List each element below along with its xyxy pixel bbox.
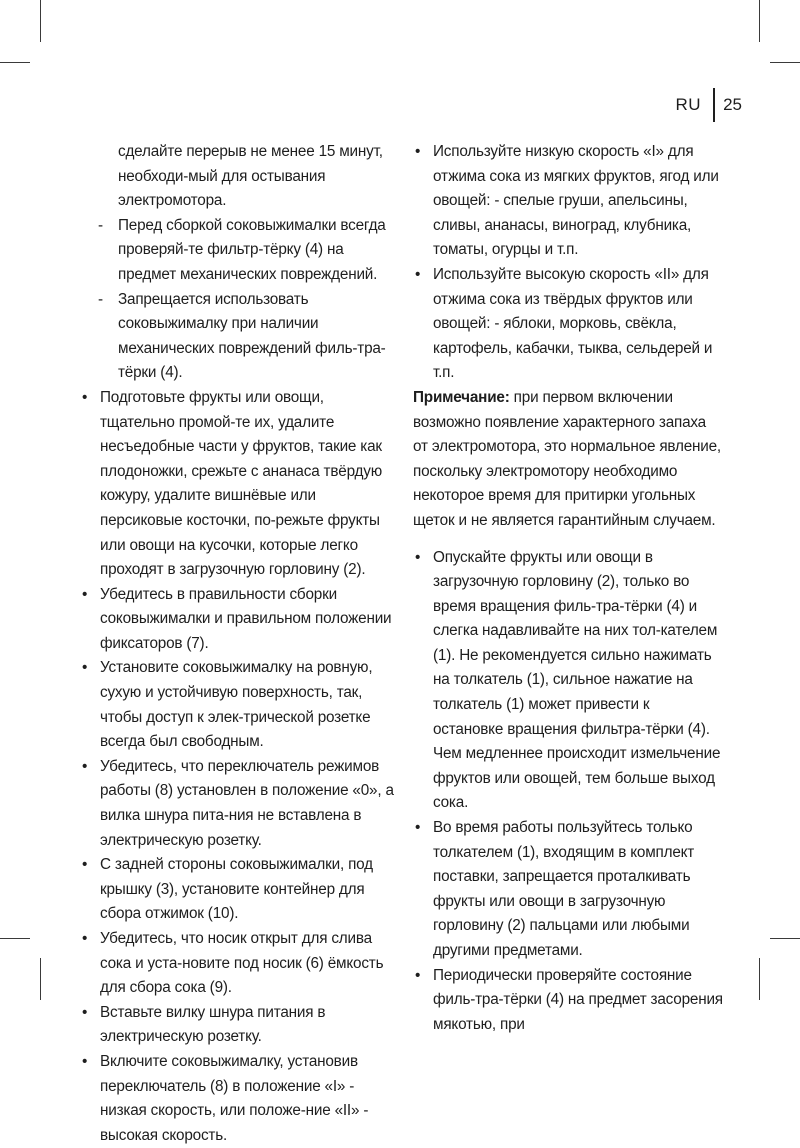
crop-mark (0, 938, 30, 939)
dash-marker: - (98, 216, 103, 234)
crop-mark (770, 938, 800, 939)
bullet-marker: • (82, 856, 88, 874)
list-item: • Используйте высокую скорость «II» для отжима сока из твёрдых фруктов или овощей: - яблоки, морковь, свёкла, картофель, кабачки, тыква, сельдерей и т.п. (413, 263, 723, 386)
note-label: Примечание: (413, 388, 510, 406)
list-item: - Перед сборкой соковыжималки всегда проверяй-те фильтр-тёрку (4) на предмет механических повреждений. (80, 214, 402, 288)
bullet-marker: • (82, 1003, 88, 1021)
note-paragraph (413, 386, 723, 534)
dash-marker: - (98, 290, 103, 308)
page-header (676, 88, 742, 122)
language-code: RU (675, 95, 702, 114)
list-item: • Подготовьте фрукты или овощи, тщательно промой-те их, удалите несъедобные части у фруктов, такие как плодоножки, срежьте с ананаса твёрдую кожуру, удалите вишнёвые или персиковые косточки, по-режьте фрукты или овощи на кусочки, которые легко проходят в загрузочную горловину (2). (80, 386, 402, 583)
list-item: • Опускайте фрукты или овощи в загрузочную горловину (2), только во время вращения филь-тра-тёрки (4) и слегка надавливайте на них тол-кателем (1). Не рекомендуется сильно нажимать на толкатель (1), сильное нажатие на толкатель (1) может привести к остановке вращения фильтра-тёрки (4). Чем медленнее происходит измельчение фруктов или овощей, тем больше выход сока. (413, 546, 723, 817)
crop-mark (40, 0, 41, 42)
crop-mark (40, 958, 41, 1000)
list-item: • С задней стороны соковыжималки, под крышку (3), установите контейнер для сбора отжимок (10). (80, 853, 402, 927)
bullet-marker: • (82, 585, 88, 603)
list-item: сделайте перерыв не менее 15 минут, необходи-мый для остывания электромотора. (118, 143, 383, 210)
right-column (413, 140, 723, 1037)
bullet-marker: • (82, 388, 88, 406)
bullet-marker: • (82, 1052, 88, 1070)
bullet-marker: • (415, 143, 421, 160)
page-number: 25 (723, 95, 742, 114)
bullet-marker: • (415, 966, 421, 984)
crop-mark (759, 0, 760, 42)
list-item: • Используйте низкую скорость «I» для отжима сока из мягких фруктов, ягод или овощей: - спелые груши, апельсины, сливы, ананасы, виноград, клубника, томаты, огурцы и т.п. (413, 140, 723, 263)
crop-mark (759, 958, 760, 1000)
left-column (80, 140, 402, 1148)
crop-mark (0, 62, 30, 63)
list-item: • Вставьте вилку шнура питания в электрическую розетку. (80, 1001, 402, 1050)
bullet-marker: • (415, 819, 421, 837)
header-divider (713, 88, 715, 122)
list-item: • Включите соковыжималку, установив переключатель (8) в положение «I» - низкая скорость, или положе-ние «II» - высокая скорость. (80, 1050, 402, 1148)
bullet-marker: • (82, 659, 88, 677)
note-text: при первом включении возможно появление характерного запаха от электромотора, это нормальное явление, поскольку электромотору необходимо некоторое время для притирки угольных щеток и не является гарантийным случаем. (413, 388, 721, 529)
list-item: • Во время работы пользуйтесь только толкателем (1), входящим в комплект поставки, запрещается проталкивать фрукты или овощи в загрузочную горловину (2) пальцами или любыми другими предметами. (413, 816, 723, 964)
bullet-marker: • (415, 265, 421, 283)
list-item: • Убедитесь, что переключатель режимов работы (8) установлен в положение «0», а вилка шнура пита-ния не вставлена в электрическую розетку. (80, 755, 402, 853)
list-item: - Запрещается использовать соковыжималку при наличии механических повреждений филь-тра-тёрки (4). (80, 288, 402, 386)
list-item: • Убедитесь, что носик открыт для слива сока и уста-новите под носик (6) ёмкость для сбора сока (9). (80, 927, 402, 1001)
bullet-marker: • (82, 757, 88, 775)
list-item: • Установите соковыжималку на ровную, сухую и устойчивую поверхность, так, чтобы доступ к элек-трической розетке всегда был свободным. (80, 656, 402, 754)
bullet-marker: • (82, 930, 88, 947)
bullet-marker: • (415, 548, 421, 566)
list-item: • Периодически проверяйте состояние филь-тра-тёрки (4) на предмет засорения мякотью, при (413, 964, 723, 1038)
crop-mark (770, 62, 800, 63)
list-item: • Убедитесь в правильности сборки соковыжималки и правильном положении фиксаторов (7). (80, 583, 402, 657)
